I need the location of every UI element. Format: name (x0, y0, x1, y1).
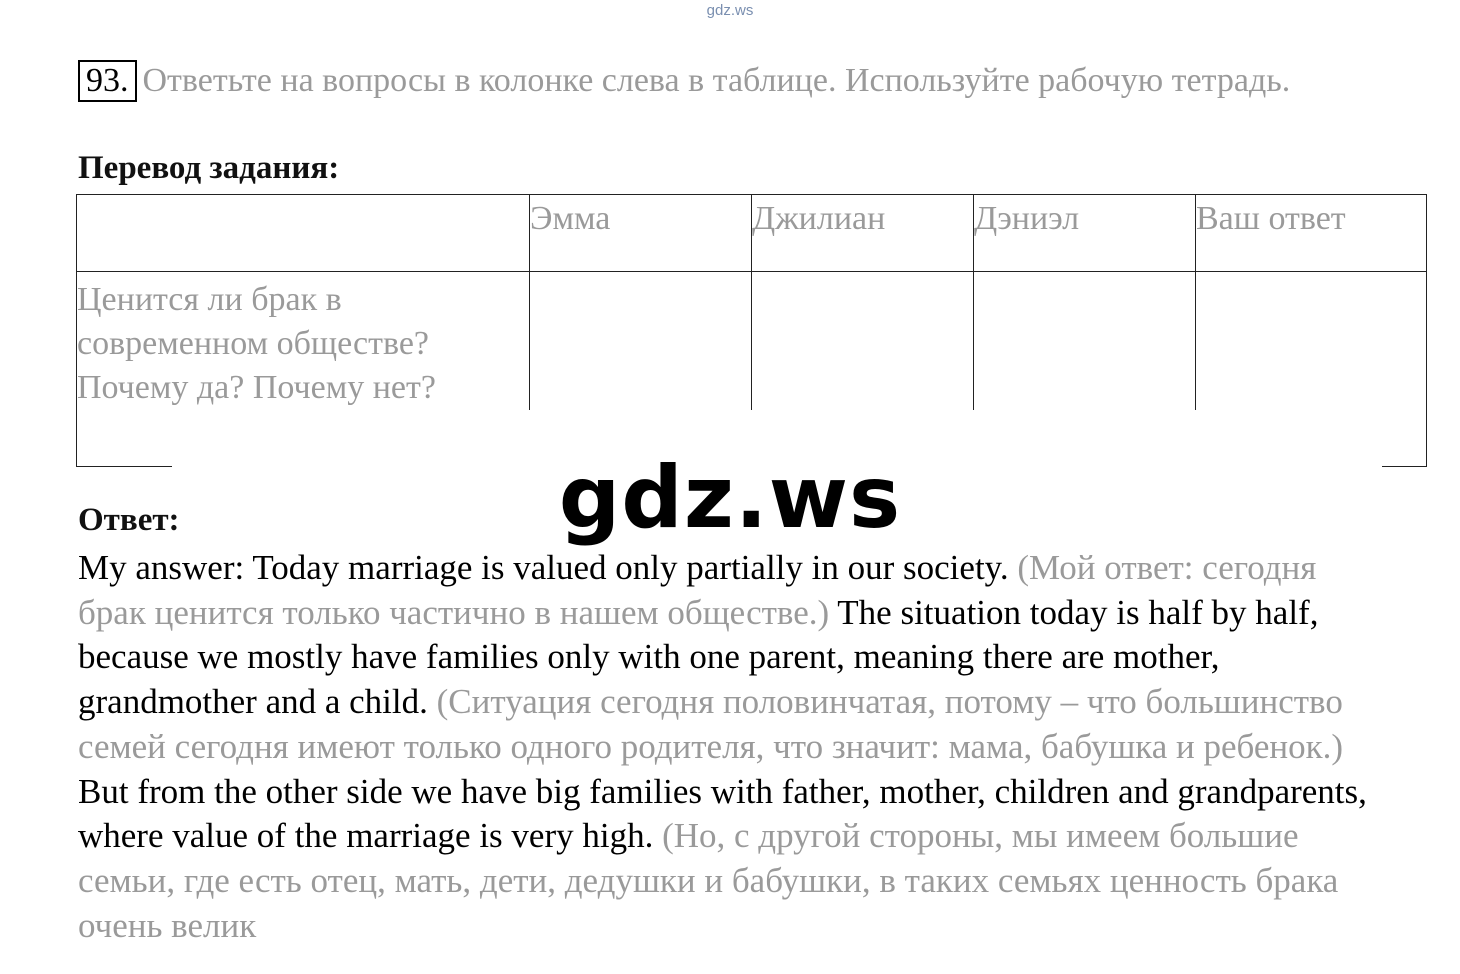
top-watermark: gdz.ws (706, 2, 754, 19)
task-text: Ответьте на вопросы в колонке слева в таблице. Используйте рабочую тетрадь. (142, 62, 1291, 99)
answer-en-2: The situation today is half by half, because we mostly have families only with one parent, meaning there are mother, grandmother and a child. (78, 592, 1319, 722)
answer-en-1: My answer: Today marriage is valued only partially in our society. (78, 548, 1018, 587)
table-header-cell: Эмма (530, 195, 752, 272)
table-header-cell: Джилиан (752, 195, 974, 272)
answer-text (78, 546, 1388, 948)
answer-heading: Ответ: (78, 502, 180, 538)
task-table (76, 194, 1426, 460)
task-number: 93. (78, 60, 137, 102)
table-header-cell: Дэниэл (974, 195, 1196, 272)
answer-ru-3: (Но, с другой стороны, мы имеем большие семьи, где есть отец, мать, дети, дедушки и бабушки, в таких семьях ценность брака очень велик (78, 816, 1339, 945)
table-header-row (77, 195, 1427, 272)
answer-ru-1: (Мой ответ: сегодня брак ценится только частично в нашем обществе.) (78, 548, 1317, 632)
task-instruction (78, 58, 1408, 104)
site-watermark: gdz.ws (558, 448, 902, 548)
answer-en-3: But from the other side we have big families with father, mother, children and grandparents, where value of the marriage is very high. (78, 771, 1367, 856)
translation-heading: Перевод задания: (78, 150, 340, 186)
table-question-cell: Ценится ли брак в современном обществе? Почему да? Почему нет? (77, 272, 530, 467)
table-header-cell: Ваш ответ (1196, 195, 1427, 272)
answer-ru-2: (Ситуация сегодня половинчатая, потому – что большинство семей сегодня имеют только одного родителя, что значит: мама, бабушка и ребенок.) (78, 682, 1344, 766)
table-header-cell (77, 195, 530, 272)
